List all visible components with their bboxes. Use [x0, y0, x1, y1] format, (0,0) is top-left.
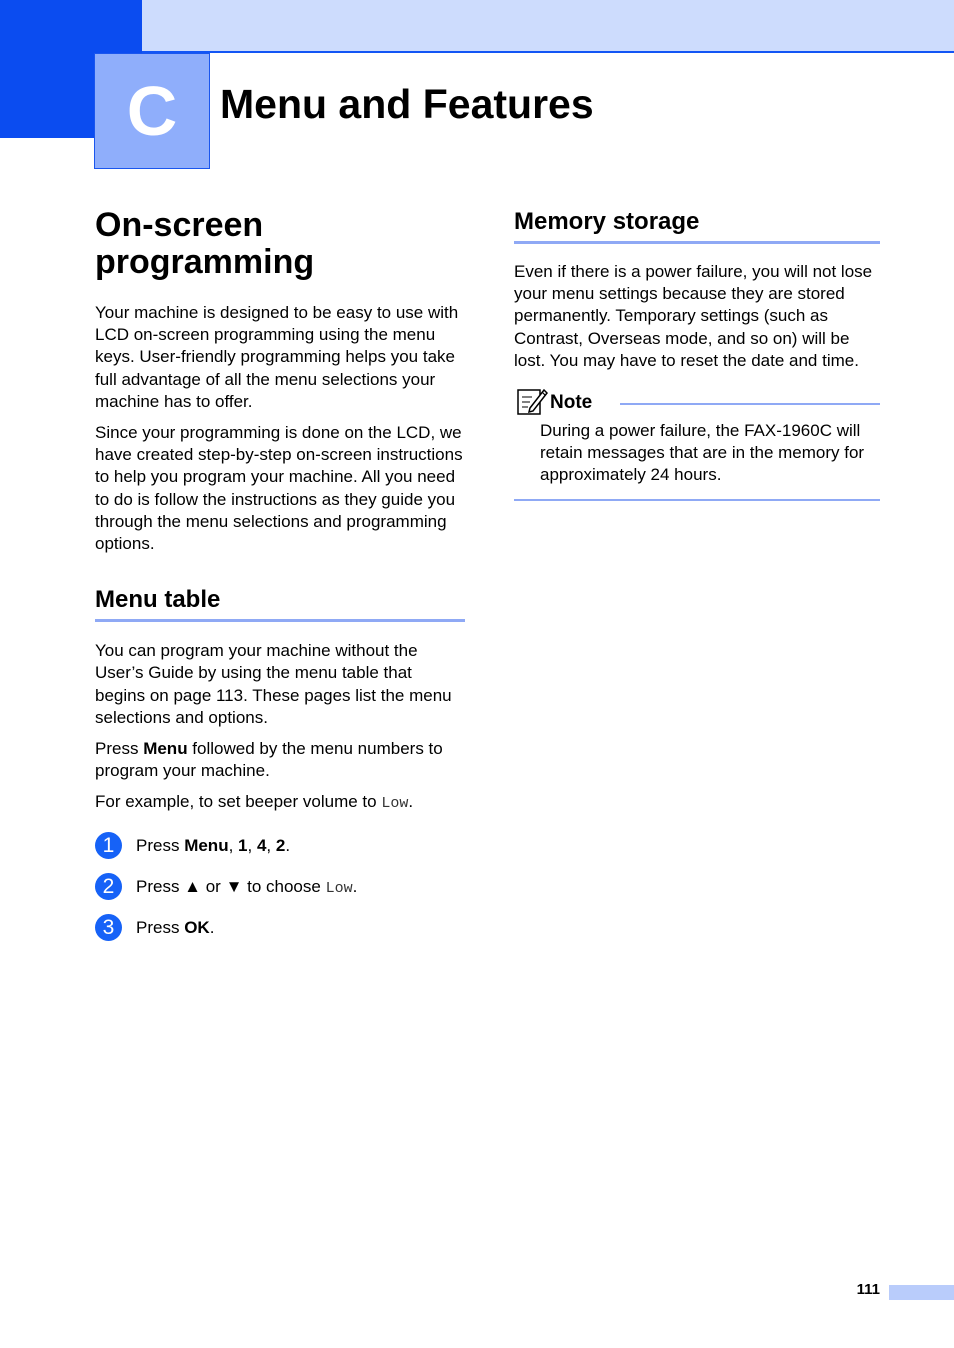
step-number-badge: 2	[95, 873, 122, 900]
section-heading-onscreen-programming	[95, 207, 465, 281]
header-band	[142, 0, 954, 52]
step-number-badge: 3	[95, 914, 122, 941]
heading-line-1: On-screen	[95, 206, 264, 244]
step-3	[95, 917, 465, 958]
text: Press ▲ or ▼ to choose	[136, 876, 326, 896]
lcd-value-low: Low	[381, 795, 409, 813]
section-heading-menu-table: Menu table	[95, 585, 465, 622]
text: ,	[228, 835, 239, 855]
text: .	[408, 792, 414, 812]
left-column	[95, 207, 465, 958]
press-menu-paragraph	[95, 738, 465, 782]
note-body	[514, 420, 880, 501]
note-box	[514, 386, 880, 501]
step-text	[136, 835, 290, 857]
header-rule	[142, 51, 954, 53]
key-menu: Menu	[143, 739, 188, 759]
note-label: Note	[550, 392, 593, 414]
page-number-bar	[889, 1285, 954, 1300]
key-1: 1	[238, 835, 248, 855]
step-text	[136, 876, 357, 900]
text: ,	[247, 835, 257, 855]
chapter-letter: C	[126, 72, 178, 150]
chapter-letter-box	[94, 53, 210, 169]
step-text	[136, 917, 214, 939]
lcd-paragraph: Since your programming is done on the LCD, we have created step-by-step on-screen instructions to help you program your machine. All you need to do is follow the instructions as they guide you through the menu selections and programming options.	[95, 423, 463, 554]
page-number: 111	[856, 1281, 880, 1298]
key-ok: OK	[184, 917, 210, 937]
chapter-title: Menu and Features	[220, 81, 594, 127]
text: Press	[136, 835, 185, 855]
note-rule	[620, 403, 880, 405]
text: .	[209, 917, 215, 937]
lcd-value-low: Low	[325, 879, 353, 897]
section-heading-memory-storage: Memory storage	[514, 207, 880, 244]
key-4: 4	[256, 835, 267, 855]
text: For example, to set beeper volume to	[95, 792, 382, 812]
intro-paragraph: Your machine is designed to be easy to use with LCD on-screen programming using the menu keys. User-friendly programming helps you take full advantage of all the menu selections your machine has to offer.	[95, 303, 459, 411]
menu-table-paragraph: You can program your machine without the User’s Guide by using the menu table that begins on page 113. These pages list the menu selections and options.	[95, 641, 452, 727]
note-pencil-icon	[516, 386, 548, 418]
step-1	[95, 835, 465, 876]
note-header	[514, 386, 880, 420]
text: Press	[136, 917, 185, 937]
text: ,	[266, 835, 276, 855]
text: followed by the menu numbers to program your machine.	[95, 739, 443, 781]
text: .	[352, 876, 358, 896]
key-menu: Menu	[184, 835, 229, 855]
step-2	[95, 876, 465, 917]
memory-paragraph: Even if there is a power failure, you will not lose your menu settings because they are stored permanently. Temporary settings (such as Contrast, Overseas mode, and so on) will be lost. You may have to reset the date and time.	[514, 262, 873, 370]
text: Press	[95, 739, 144, 759]
text: .	[285, 835, 291, 855]
example-paragraph	[95, 791, 465, 815]
step-number-badge: 1	[95, 832, 122, 859]
right-column	[514, 207, 880, 501]
key-2: 2	[275, 835, 286, 855]
heading-line-2: programming	[95, 243, 315, 281]
note-text: During a power failure, the FAX-1960C will retain messages that are in the memory for approximately 24 hours.	[540, 421, 865, 485]
